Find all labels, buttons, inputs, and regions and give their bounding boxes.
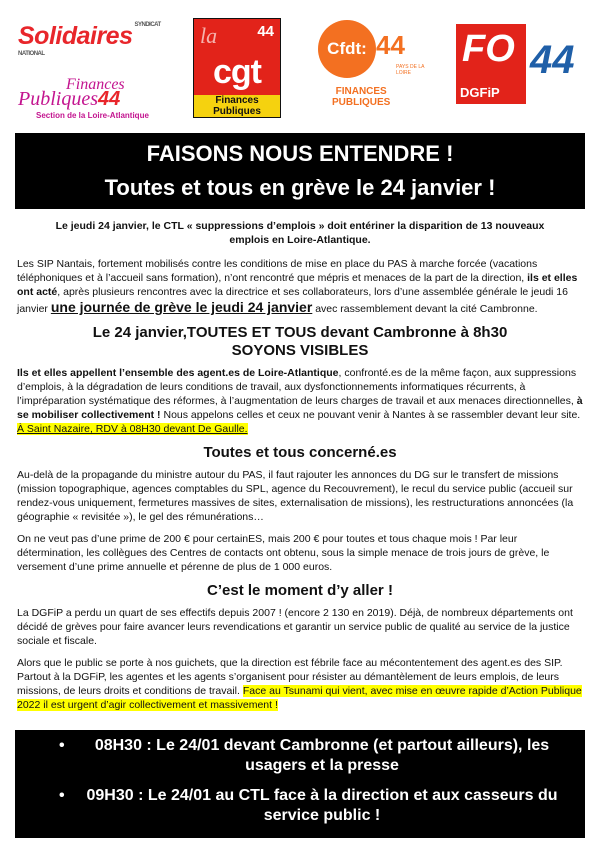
cgt-sub: [194, 95, 280, 117]
bullet-1: •: [59, 737, 65, 754]
cfdt-num: 44: [376, 30, 405, 60]
fo-sub: DGFiP: [460, 85, 500, 100]
cgt-logo: [193, 18, 281, 118]
solidaires-logo: [18, 22, 161, 120]
p2-a: Ils et elles appellent l’ensemble des agent.es de Loire-Atlantique: [17, 367, 339, 379]
logos-header: [0, 10, 600, 120]
p2-b: , confronté.es de la même façon, aux suppressions d’emplois, à la dégradation de leurs conditions de travail, aux dysfonctionnements informatiques récurrents, à l’impréparation systématique des réformes, à l’augmentation de leurs charges de travail et aux menaces directionnelles,: [17, 367, 577, 407]
fo-num: 44: [530, 38, 575, 82]
paragraph-sip: [17, 257, 583, 316]
schedule-text-1: 08H30 : Le 24/01 devant Cambronne (et partout ailleurs), les usagers et la presse: [94, 737, 550, 774]
concerned-heading: Toutes et tous concerné.es: [203, 444, 397, 461]
paragraph-dgfip: La DGFiP a perdu un quart de ses effectifs depuis 2007 ! (encore 2 130 en 2019). Déjà, de nombreux départements ont décidé de grèves pour faire avancer leurs revendications et garantir un service public de qualité au service de la justice sociale et fiscale.: [17, 607, 573, 647]
solidaires-num: 44: [98, 88, 121, 110]
cgt-name: cgt: [213, 53, 261, 91]
p6-a: Alors que le public se porte à nos guichets, que la direction est fébrile face au mécontentement des agent.es des SIP. Partout à la DGFiP, les agentes et les agents s’organisent pour résister au démantèlement de leurs emplois, de leurs missions, de leurs droits et conditions de travail.: [17, 657, 563, 697]
p2-d: Nous appelons celles et ceux ne pouvant venir à Nantes à se rassembler devant leur site.: [160, 409, 581, 421]
cgt-num: 44: [257, 23, 274, 40]
fo-red-block: [456, 24, 526, 104]
schedule-item-1: [15, 736, 585, 776]
title-banner: [15, 133, 585, 209]
paragraph-guichets: [17, 656, 583, 712]
paragraph-prime: On ne veut pas d’une prime de 200 € pour certainES, mais 200 € pour toutes et tous chaque mois ! Par leur détermination, les collègues des Centres de contacts ont obtenu, sous la simple menace de trois jours de grève, le versement d’une prime annuelle et pérenne de plus de 1 000 euros.: [17, 533, 550, 573]
cgt-la: la: [200, 23, 218, 48]
p2-c: à se mobiliser collectivement !: [17, 395, 583, 421]
cfdt-sub2: PUBLIQUES: [332, 97, 391, 108]
cfdt-logo: [318, 20, 438, 115]
cfdt-sub: [332, 86, 390, 108]
cfdt-name: Cfdt:: [318, 20, 376, 78]
saint-nazaire-highlight: À Saint Nazaire, RDV à 08H30 devant De Gaulle.: [17, 423, 248, 435]
bullet-2: •: [59, 787, 65, 804]
fo-name: FO: [462, 28, 515, 70]
rally-heading: [17, 324, 583, 360]
cfdt-sub1: FINANCES: [335, 86, 387, 97]
document-body: [17, 219, 583, 720]
strike-day-emphasis: une journée de grève le jeudi 24 janvier: [50, 299, 313, 315]
p1-c: , après plusieurs rencontres avec la directrice et ses collaborateurs, lors d’une assemblée générale le jeudi 16 janvier: [17, 286, 568, 315]
cgt-sub2: Publiques: [213, 106, 261, 117]
banner-subtitle: Toutes et tous en grève le 24 janvier !: [104, 175, 496, 200]
p1-e: avec rassemblement devant la cité Cambronne.: [312, 303, 538, 315]
schedule-item-2: [15, 786, 585, 826]
moment-heading: C’est le moment d’y aller !: [207, 582, 393, 599]
solidaires-finances: Finances: [66, 76, 125, 93]
p1-a: Les SIP Nantais, fortement mobilisés contre les conditions de mise en place du PAS à marche forcée (vacations téléphoniques et à l’accueil sans formation), n’ont rencontré que mépris et menaces de la part de la direction,: [17, 258, 538, 284]
cgt-sub1: Finances: [215, 95, 259, 106]
rally-heading-line1: Le 24 janvier,TOUTES ET TOUS devant Cambronne à 8h30: [92, 324, 508, 341]
solidaires-section: Section de la Loire-Atlantique: [36, 111, 149, 120]
rally-heading-line2: SOYONS VISIBLES: [231, 342, 369, 359]
paragraph-propaganda: Au-delà de la propagande du ministre autour du PAS, il faut rajouter les annonces du DG sur le transfert de missions (mission topographique, agences comptables du SPL, agence du Recouvrement), le recul du service public (accueil sur rendez-vous uniquement, fermetures massives de sites, externalisation de missions), les restructurations annoncées (la géographie « revisitée »), le gel des rémunérations…: [17, 469, 574, 523]
schedule-text-2: 09H30 : Le 24/01 au CTL face à la direction et aux casseurs du service public !: [86, 787, 558, 824]
fo-logo: [456, 24, 586, 104]
solidaires-publiques: Publiques: [18, 88, 98, 110]
schedule-box: [15, 730, 585, 838]
paragraph-appeal: [17, 366, 583, 436]
cfdt-pays: PAYS DE LA LOIRE: [396, 64, 425, 76]
banner-title: FAISONS NOUS ENTENDRE !: [146, 141, 454, 166]
p1-b: ils et elles ont acté: [17, 272, 578, 298]
tsunami-highlight: Face au Tsunami qui vient, avec mise en œuvre rapide d’Action Publique 2022 il est urgent d’agir collectivement et massivement !: [17, 685, 582, 711]
solidaires-tiny: SYNDICAT NATIONAL: [18, 22, 161, 57]
intro-paragraph: Le jeudi 24 janvier, le CTL « suppressions d’emplois » doit entériner la disparition de 13 nouveaux emplois en Loire-Atlantique.: [55, 220, 545, 246]
solidaires-name: Solidaires: [18, 22, 133, 50]
